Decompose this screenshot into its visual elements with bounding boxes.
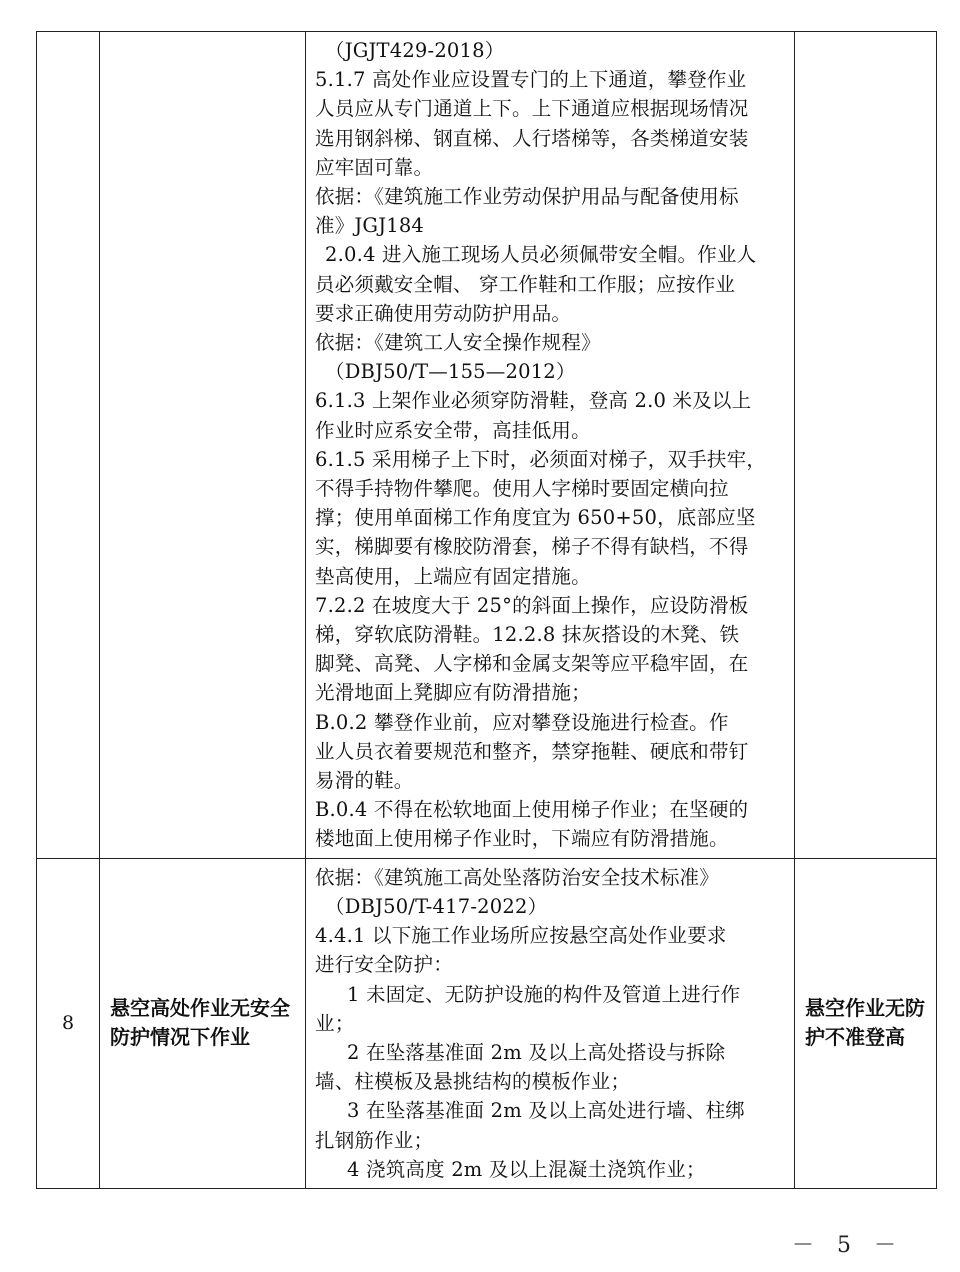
text-line: 进行安全防护： — [315, 953, 453, 977]
text-line: （DBJ50/T-417-2022） — [325, 894, 548, 918]
row-number-cell — [37, 32, 100, 859]
text-line: B.0.2 攀登作业前，应对攀登设施进行检查。作 — [315, 710, 729, 734]
text-line: 业人员衣着要规范和整齐，禁穿拖鞋、硬底和带钉 — [315, 739, 749, 763]
text-line: 易滑的鞋。 — [315, 769, 414, 793]
text-line: 梯，穿软底防滑鞋。12.2.8 抹灰搭设的木凳、铁 — [315, 623, 740, 647]
hazard-item-text: 悬空高处作业无安全防护情况下作业 — [110, 996, 290, 1050]
text-line: 2.0.4 进入施工现场人员必须佩带安全帽。作业人 — [325, 243, 757, 267]
hazard-item-cell — [100, 858, 306, 1188]
text-line: 员必须戴安全帽、 穿工作鞋和工作服；应按作业 — [315, 272, 736, 296]
text-line: 2 在坠落基准面 2m 及以上高处搭设与拆除 — [347, 1040, 726, 1064]
text-line: 墙、柱模板及悬挑结构的模板作业； — [315, 1070, 631, 1094]
text-line: 扎钢筋作业； — [315, 1128, 434, 1152]
regulation-table — [36, 31, 937, 1189]
text-line: 3 在坠落基准面 2m 及以上高处进行墙、柱绑 — [347, 1099, 745, 1123]
page-number: － 5 － — [792, 1233, 904, 1258]
text-line: 脚凳、高凳、人字梯和金属支架等应平稳牢固，在 — [315, 652, 749, 676]
basis-text-cell — [306, 858, 795, 1188]
basis-text-cell — [306, 32, 795, 859]
text-line: 依据：《建筑施工作业劳动保护用品与配备使用标 — [315, 185, 739, 209]
text-line: 楼地面上使用梯子作业时，下端应有防滑措施。 — [315, 827, 729, 851]
measure-cell — [795, 32, 937, 859]
text-line: 光滑地面上凳脚应有防滑措施； — [315, 681, 591, 705]
text-line: 撑；使用单面梯工作角度宜为 650+50，底部应坚 — [315, 506, 756, 530]
text-line: 业； — [315, 1011, 355, 1035]
text-line: （JGJT429-2018） — [325, 39, 505, 62]
text-line: 5.1.7 高处作业应设置专门的上下通道，攀登作业 — [315, 68, 747, 92]
text-line: 7.2.2 在坡度大于 25°的斜面上操作，应设防滑板 — [315, 593, 749, 617]
row-number-cell: 8 — [37, 858, 100, 1188]
text-line: 依据：《建筑施工高处坠落防治安全技术标准》 — [315, 865, 719, 889]
measure-text: 悬空作业无防护不准登高 — [805, 996, 925, 1050]
text-line: 作业时应系安全带，高挂低用。 — [315, 418, 591, 442]
measure-cell — [795, 858, 937, 1188]
text-line: B.0.4 不得在松软地面上使用梯子作业；在坚硬的 — [315, 798, 749, 822]
text-line: 应牢固可靠。 — [315, 155, 434, 179]
text-line: 6.1.3 上架作业必须穿防滑鞋，登高 2.0 米及以上 — [315, 389, 752, 413]
text-line: 要求正确使用劳动防护用品。 — [315, 301, 572, 325]
text-line: 不得手持物件攀爬。使用人字梯时要固定横向拉 — [315, 477, 729, 501]
text-line: （DBJ50/T—155—2012） — [325, 360, 576, 384]
hazard-item-cell — [100, 32, 306, 859]
text-line: 选用钢斜梯、钢直梯、人行塔梯等，各类梯道安装 — [315, 126, 749, 150]
text-line: 实，梯脚要有橡胶防滑套，梯子不得有缺档，不得 — [315, 535, 749, 559]
text-line: 1 未固定、无防护设施的构件及管道上进行作 — [347, 982, 741, 1006]
text-line: 4 浇筑高度 2m 及以上混凝土浇筑作业； — [347, 1157, 706, 1181]
text-line: 人员应从专门通道上下。上下通道应根据现场情况 — [315, 97, 749, 121]
text-line: 6.1.5 采用梯子上下时，必须面对梯子，双手扶牢， — [315, 447, 767, 471]
table-row — [37, 32, 937, 859]
table-row — [37, 858, 937, 1188]
text-line: 依据：《建筑工人安全操作规程》 — [315, 331, 601, 355]
text-line: 4.4.1 以下施工作业场所应按悬空高处作业要求 — [315, 924, 727, 948]
text-line: 准》JGJ184 — [315, 214, 425, 238]
text-line: 垫高使用，上端应有固定措施。 — [315, 564, 591, 588]
